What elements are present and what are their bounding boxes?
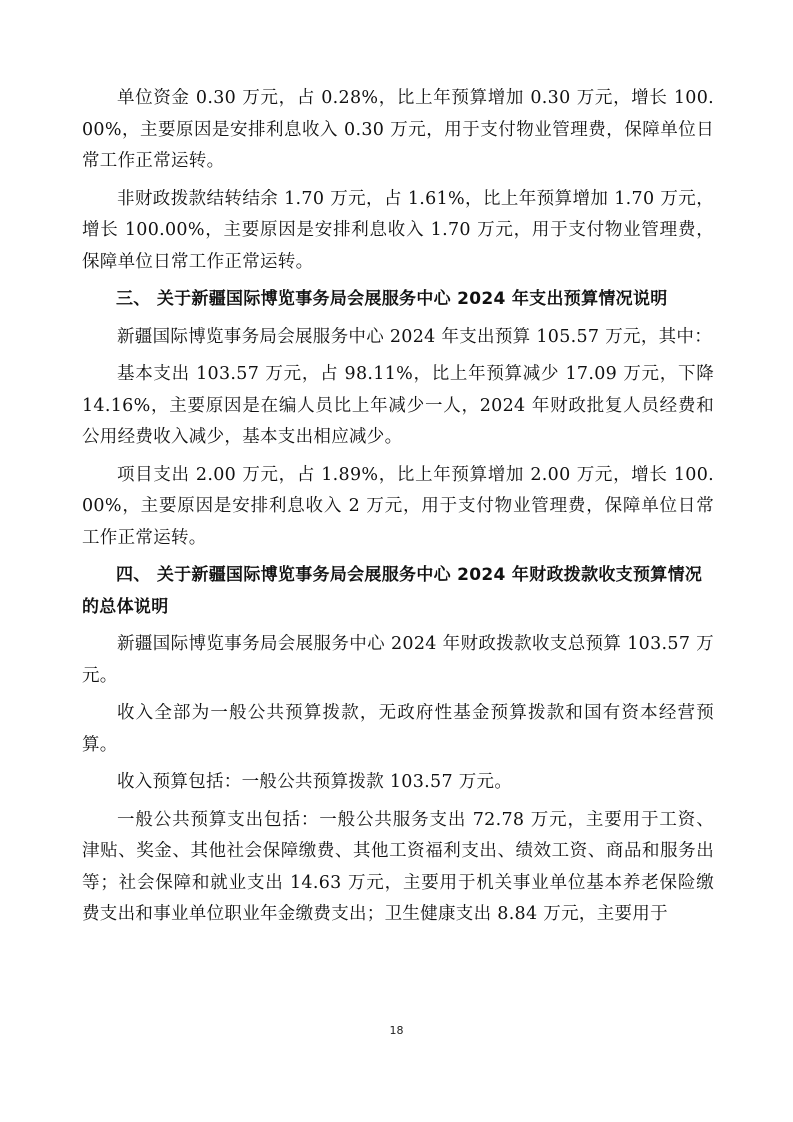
- section-4-paragraph: 新疆国际博览事务局会展服务中心 2024 年财政拨款收支总预算 103.57 万元。: [82, 634, 714, 686]
- section-3-paragraph: 基本支出 103.57 万元，占 98.11%，比上年预算减少 17.09 万元，下降 14.16%，主要原因是在编人员比上年减少一人，2024 年财政批复人员经费和公用经费收入减少，基本支出相应减少。: [82, 364, 714, 447]
- section-4-heading: 四、 关于新疆国际博览事务局会展服务中心 2024 年财政拨款收支预算情况的总体说明: [82, 565, 703, 617]
- paragraph-unit-funds: 单位资金 0.30 万元，占 0.28%，比上年预算增加 0.30 万元，增长 100.00%，主要原因是安排利息收入 0.30 万元，用于支付物业管理费，保障单位日常工作正常运转。: [82, 88, 714, 171]
- page-number: 18: [389, 1024, 404, 1037]
- section-4-paragraph: 一般公共预算支出包括：一般公共服务支出 72.78 万元，主要用于工资、津贴、奖金、其他社会保障缴费、其他工资福利支出、绩效工资、商品和服务出等；社会保障和就业支出 14.63 万元，主要用于机关事业单位基本养老保险缴费支出和事业单位职业年金缴费支出；卫生健康支出 8.84 万元，主要用于: [82, 809, 714, 924]
- section-3-paragraph: 项目支出 2.00 万元，占 1.89%，比上年预算增加 2.00 万元，增长 100.00%，主要原因是安排利息收入 2 万元，用于支付物业管理费，保障单位日常工作正常运转。: [82, 464, 714, 548]
- paragraph-non-fiscal-balance: 非财政拨款结转结余 1.70 万元，占 1.61%，比上年预算增加 1.70 万元，增长 100.00%，主要原因是安排利息收入 1.70 万元，用于支付物业管理费，保障单位日常工作正常运转。: [82, 188, 714, 272]
- document-body: [82, 83, 714, 937]
- section-3-paragraph: 新疆国际博览事务局会展服务中心 2024 年支出预算 105.57 万元，其中：: [117, 326, 713, 347]
- section-3-heading: 三、 关于新疆国际博览事务局会展服务中心 2024 年支出预算情况说明: [116, 289, 668, 309]
- section-4-paragraph: 收入全部为一般公共预算拨款，无政府性基金预算拨款和国有资本经营预算。: [82, 703, 714, 755]
- section-4-paragraph: 收入预算包括：一般公共预算拨款 103.57 万元。: [117, 772, 513, 792]
